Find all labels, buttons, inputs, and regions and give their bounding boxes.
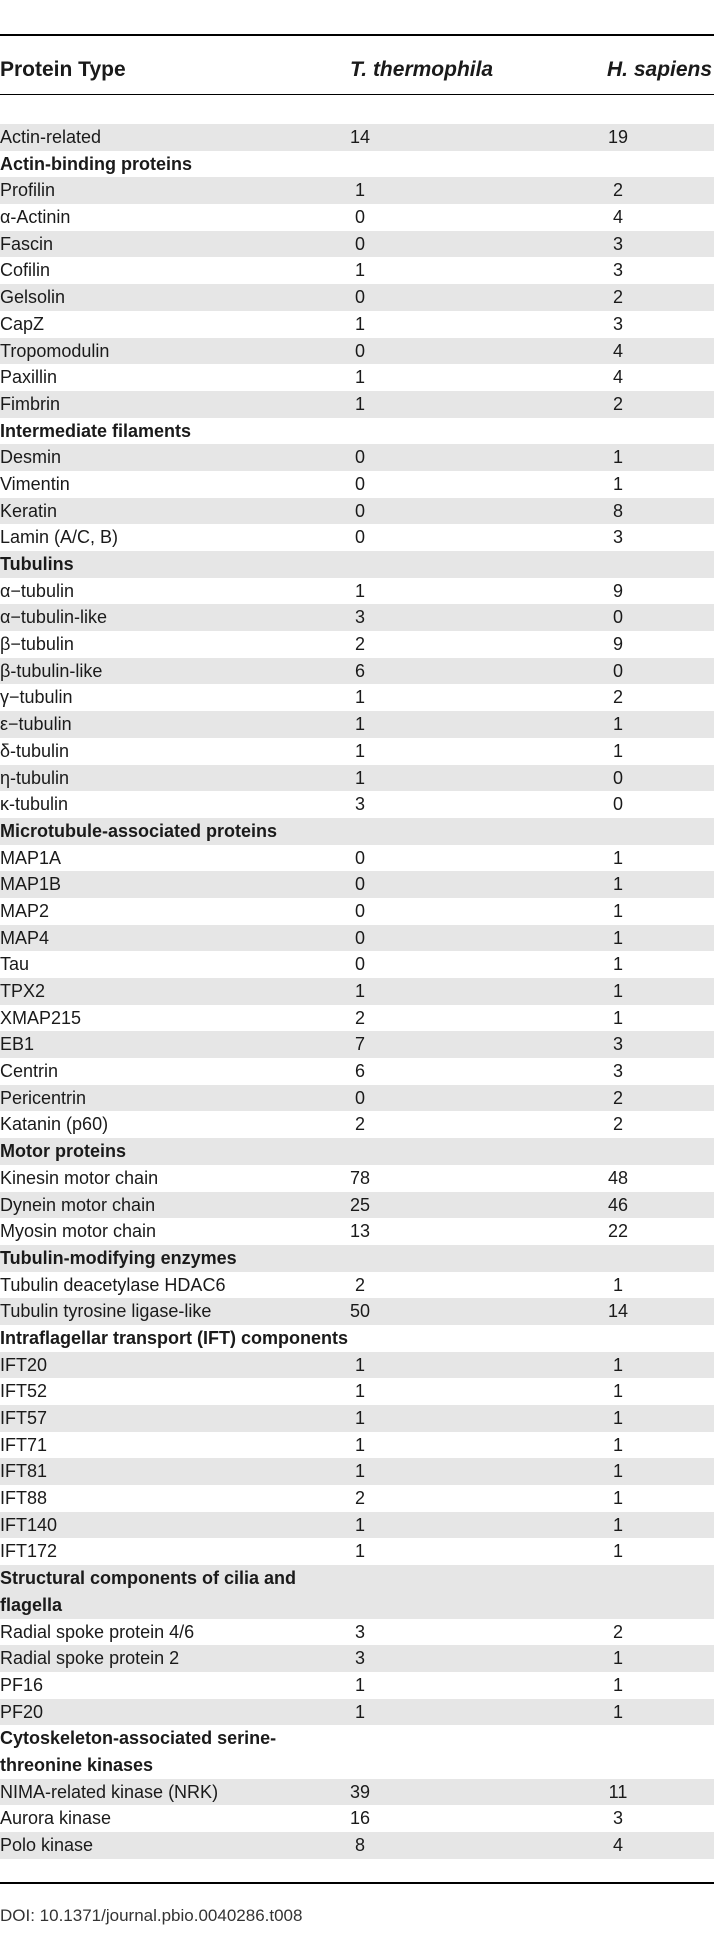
table-row (0, 951, 714, 978)
table-row (0, 1165, 714, 1192)
table-row (0, 1432, 714, 1459)
table-top-rule (0, 34, 714, 36)
hs-count: 8 (612, 500, 623, 521)
tt-count: 1 (354, 981, 365, 1001)
protein-name: EB1 (0, 1034, 35, 1055)
hs-count: 1 (612, 1007, 623, 1028)
protein-name: β-tubulin-like (0, 660, 103, 681)
table-row (0, 204, 714, 231)
table-body (0, 124, 714, 1859)
group-label: Cytoskeleton-associated serine-threonine kinases (0, 1728, 277, 1775)
protein-name: MAP4 (0, 927, 50, 948)
hs-count: 0 (612, 794, 623, 815)
table-row (0, 791, 714, 818)
protein-name: Fimbrin (0, 393, 61, 414)
protein-name: CapZ (0, 313, 45, 334)
hs-count: 2 (612, 180, 623, 201)
hs-count: 4 (612, 340, 623, 361)
protein-name: Tau (0, 954, 30, 975)
protein-name: Paxillin (0, 367, 58, 388)
group-label: Actin-binding proteins (0, 153, 192, 174)
tt-count: 0 (354, 847, 365, 868)
hs-count: 3 (612, 1061, 623, 1082)
table-group-row (0, 1325, 714, 1352)
protein-name: Actin-related (0, 127, 102, 147)
hs-count: 19 (607, 127, 629, 147)
protein-name: PF16 (0, 1674, 44, 1695)
protein-name: Keratin (0, 500, 58, 521)
group-label: Intraflagellar transport (IFT) components (0, 1327, 349, 1348)
table-row (0, 1005, 714, 1032)
table-row (0, 1085, 714, 1112)
hs-count: 11 (608, 1781, 628, 1802)
table-row (0, 1031, 714, 1058)
table-row (0, 391, 714, 418)
hs-count: 2 (612, 1114, 623, 1135)
protein-name: Fascin (0, 233, 54, 254)
hs-count: 9 (612, 580, 623, 601)
table-group-row (0, 1725, 714, 1778)
tt-count: 0 (354, 900, 365, 921)
tt-count: 6 (354, 660, 365, 681)
tt-count: 0 (354, 1087, 365, 1108)
hs-count: 1 (612, 447, 623, 468)
protein-name: MAP1B (0, 874, 62, 895)
hs-count: 9 (612, 634, 623, 655)
tt-count: 1 (354, 714, 365, 735)
group-label: Tubulins (0, 554, 74, 574)
table-row (0, 684, 714, 711)
tt-count: 7 (354, 1034, 365, 1055)
hs-count: 1 (612, 1674, 623, 1695)
hs-count: 0 (612, 607, 623, 628)
hs-count: 4 (612, 207, 623, 228)
table-row (0, 311, 714, 338)
protein-name: NIMA-related kinase (NRK) (0, 1781, 219, 1802)
table-row (0, 1111, 714, 1138)
protein-name: IFT71 (0, 1434, 48, 1455)
hs-count: 4 (612, 1835, 623, 1856)
protein-name: Cofilin (0, 260, 51, 281)
table-row (0, 578, 714, 605)
tt-count: 0 (354, 527, 365, 548)
protein-name: β−tubulin (0, 634, 74, 655)
table-row (0, 845, 714, 872)
tt-count: 8 (354, 1835, 365, 1856)
protein-name: Tubulin tyrosine ligase-like (0, 1301, 212, 1322)
tt-count: 3 (354, 1621, 365, 1642)
table-row (0, 1405, 714, 1432)
hs-count: 3 (612, 233, 623, 254)
hs-count: 1 (612, 1648, 623, 1669)
table-row (0, 498, 714, 525)
table-row (0, 925, 714, 952)
tt-count: 1 (354, 1514, 365, 1535)
tt-count: 0 (354, 447, 365, 468)
hs-count: 1 (612, 981, 623, 1001)
hs-count: 1 (612, 1541, 623, 1562)
table-row (0, 631, 714, 658)
table-row (0, 1352, 714, 1379)
table-row (0, 124, 714, 151)
tt-count: 2 (354, 1488, 365, 1509)
tt-count: 6 (354, 1061, 365, 1082)
hs-count: 1 (612, 1354, 623, 1375)
tt-count: 0 (354, 500, 365, 521)
table-row (0, 1298, 714, 1325)
tt-count: 0 (354, 207, 365, 228)
tt-count: 25 (349, 1194, 371, 1215)
hs-count: 14 (607, 1301, 629, 1322)
header-protein-type: Protein Type (0, 58, 126, 81)
tt-count: 1 (354, 687, 365, 708)
group-label: Motor proteins (0, 1141, 126, 1162)
hs-count: 1 (612, 847, 623, 868)
group-label: Tubulin-modifying enzymes (0, 1247, 237, 1268)
table-row (0, 524, 714, 551)
header-t-thermophila: T. thermophila (350, 58, 494, 81)
table-row (0, 1645, 714, 1672)
hs-count: 1 (612, 1408, 623, 1428)
hs-count: 1 (612, 927, 623, 948)
hs-count: 3 (612, 260, 623, 281)
tt-count: 16 (349, 1808, 371, 1829)
hs-count: 3 (612, 527, 623, 548)
tt-count: 0 (354, 233, 365, 254)
table-row (0, 1779, 714, 1806)
protein-name: IFT172 (0, 1541, 58, 1562)
tt-count: 1 (354, 260, 365, 281)
protein-name: δ-tubulin (0, 740, 70, 761)
hs-count: 1 (612, 954, 623, 975)
tt-count: 1 (354, 1408, 365, 1428)
table-row (0, 1805, 714, 1832)
protein-name: XMAP215 (0, 1007, 82, 1028)
tt-count: 39 (349, 1781, 371, 1802)
tt-count: 1 (354, 313, 365, 334)
table-group-row (0, 151, 714, 178)
tt-count: 0 (354, 473, 365, 494)
tt-count: 0 (354, 954, 365, 975)
protein-name: Desmin (0, 447, 62, 468)
hs-count: 2 (612, 1087, 623, 1108)
protein-name: Tubulin deacetylase HDAC6 (0, 1274, 226, 1295)
hs-count: 1 (612, 1434, 623, 1455)
protein-name: IFT88 (0, 1488, 48, 1509)
hs-count: 1 (612, 740, 623, 761)
tt-count: 1 (354, 1541, 365, 1562)
hs-count: 1 (612, 473, 623, 494)
table-header (0, 58, 714, 90)
table-row (0, 1272, 714, 1299)
table-row (0, 1619, 714, 1646)
tt-count: 0 (354, 874, 365, 895)
table-row (0, 1192, 714, 1219)
protein-name: Myosin motor chain (0, 1221, 157, 1242)
tt-count: 13 (349, 1221, 371, 1242)
tt-count: 2 (354, 1274, 365, 1295)
hs-count: 1 (612, 1461, 623, 1482)
hs-count: 1 (612, 900, 623, 921)
table-row (0, 1458, 714, 1485)
protein-name: Gelsolin (0, 287, 66, 308)
protein-name: TPX2 (0, 981, 46, 1001)
table-row (0, 1699, 714, 1726)
protein-name: Radial spoke protein 4/6 (0, 1621, 195, 1642)
table-group-row (0, 551, 714, 578)
tt-count: 0 (354, 287, 365, 308)
hs-count: 3 (612, 1034, 623, 1055)
tt-count: 2 (354, 1114, 365, 1135)
header-h-sapiens: H. sapiens (607, 58, 713, 81)
protein-name: Radial spoke protein 2 (0, 1648, 180, 1669)
table-row (0, 338, 714, 365)
table-row (0, 658, 714, 685)
hs-count: 46 (607, 1194, 629, 1215)
group-label: Microtubule-associated proteins (0, 820, 278, 841)
table-group-row (0, 418, 714, 445)
table-row (0, 738, 714, 765)
tt-count: 0 (354, 927, 365, 948)
hs-count: 1 (612, 874, 623, 895)
tt-count: 1 (354, 580, 365, 601)
table-row (0, 1832, 714, 1859)
protein-name: MAP1A (0, 847, 62, 868)
hs-count: 1 (612, 1488, 623, 1509)
tt-count: 1 (354, 1434, 365, 1455)
hs-count: 0 (612, 767, 623, 788)
table-row (0, 711, 714, 738)
hs-count: 3 (612, 313, 623, 334)
table-row (0, 177, 714, 204)
tt-count: 2 (354, 634, 365, 655)
header-rule (0, 94, 714, 95)
hs-count: 22 (607, 1221, 629, 1242)
hs-count: 2 (612, 287, 623, 308)
tt-count: 0 (354, 340, 365, 361)
tt-count: 1 (354, 740, 365, 761)
group-label: Intermediate filaments (0, 420, 192, 441)
protein-name: Lamin (A/C, B) (0, 527, 119, 548)
protein-name: Kinesin motor chain (0, 1167, 159, 1188)
protein-name: α−tubulin-like (0, 607, 107, 628)
table-row (0, 444, 714, 471)
hs-count: 1 (612, 1274, 623, 1295)
doi-footer: DOI: 10.1371/journal.pbio.0040286.t008 (0, 1906, 303, 1925)
protein-name: Katanin (p60) (0, 1114, 109, 1135)
protein-name: IFT52 (0, 1381, 48, 1402)
table-row (0, 1672, 714, 1699)
hs-count: 1 (612, 1381, 623, 1402)
table-row (0, 1512, 714, 1539)
protein-name: PF20 (0, 1701, 44, 1722)
table-row (0, 1538, 714, 1565)
table-row (0, 604, 714, 631)
protein-name: MAP2 (0, 900, 50, 921)
protein-name: γ−tubulin (0, 687, 73, 708)
tt-count: 1 (354, 767, 365, 788)
table-group-row (0, 1138, 714, 1165)
tt-count: 1 (354, 1354, 365, 1375)
tt-count: 3 (354, 607, 365, 628)
table-row (0, 284, 714, 311)
table-bottom-rule (0, 1882, 714, 1884)
hs-count: 2 (612, 393, 623, 414)
hs-count: 2 (612, 687, 623, 708)
tt-count: 50 (349, 1301, 371, 1322)
hs-count: 1 (612, 1514, 623, 1535)
protein-name: Vimentin (0, 473, 70, 494)
group-label: Structural components of cilia and flagella (0, 1568, 297, 1615)
table-row (0, 871, 714, 898)
tt-count: 78 (349, 1167, 371, 1188)
tt-count: 1 (354, 393, 365, 414)
hs-count: 48 (607, 1167, 629, 1188)
table-row (0, 1378, 714, 1405)
tt-count: 1 (354, 367, 365, 388)
tt-count: 2 (354, 1007, 365, 1028)
table-row (0, 1218, 714, 1245)
protein-name: ε−tubulin (0, 714, 72, 735)
protein-name: η-tubulin (0, 767, 70, 788)
tt-count: 14 (349, 127, 371, 147)
protein-name: Centrin (0, 1061, 59, 1082)
protein-name: Profilin (0, 180, 56, 201)
protein-name: IFT81 (0, 1461, 48, 1482)
hs-count: 2 (612, 1621, 623, 1642)
tt-count: 1 (354, 180, 365, 201)
tt-count: 1 (354, 1701, 365, 1722)
protein-name: IFT20 (0, 1354, 48, 1375)
protein-name: Pericentrin (0, 1087, 87, 1108)
tt-count: 1 (354, 1461, 365, 1482)
protein-name: α−tubulin (0, 580, 74, 601)
table-row (0, 1058, 714, 1085)
protein-name: IFT57 (0, 1408, 48, 1428)
table-row (0, 898, 714, 925)
table-row (0, 257, 714, 284)
tt-count: 3 (354, 794, 365, 815)
table-group-row (0, 818, 714, 845)
table-row (0, 765, 714, 792)
tt-count: 1 (354, 1381, 365, 1402)
protein-name: Polo kinase (0, 1835, 94, 1856)
protein-name: κ-tubulin (0, 794, 69, 815)
table-row (0, 1485, 714, 1512)
hs-count: 1 (612, 714, 623, 735)
hs-count: 1 (612, 1701, 623, 1722)
table-row (0, 471, 714, 498)
tt-count: 3 (354, 1648, 365, 1669)
tt-count: 1 (354, 1674, 365, 1695)
table-group-row (0, 1565, 714, 1618)
protein-name: α-Actinin (0, 207, 71, 228)
hs-count: 0 (612, 660, 623, 681)
protein-name: Aurora kinase (0, 1808, 112, 1829)
table-group-row (0, 1245, 714, 1272)
table-row (0, 978, 714, 1005)
protein-name: Dynein motor chain (0, 1194, 156, 1215)
hs-count: 3 (612, 1808, 623, 1829)
protein-name: IFT140 (0, 1514, 58, 1535)
hs-count: 4 (612, 367, 623, 388)
protein-name: Tropomodulin (0, 340, 110, 361)
table-row (0, 364, 714, 391)
table-row (0, 231, 714, 258)
